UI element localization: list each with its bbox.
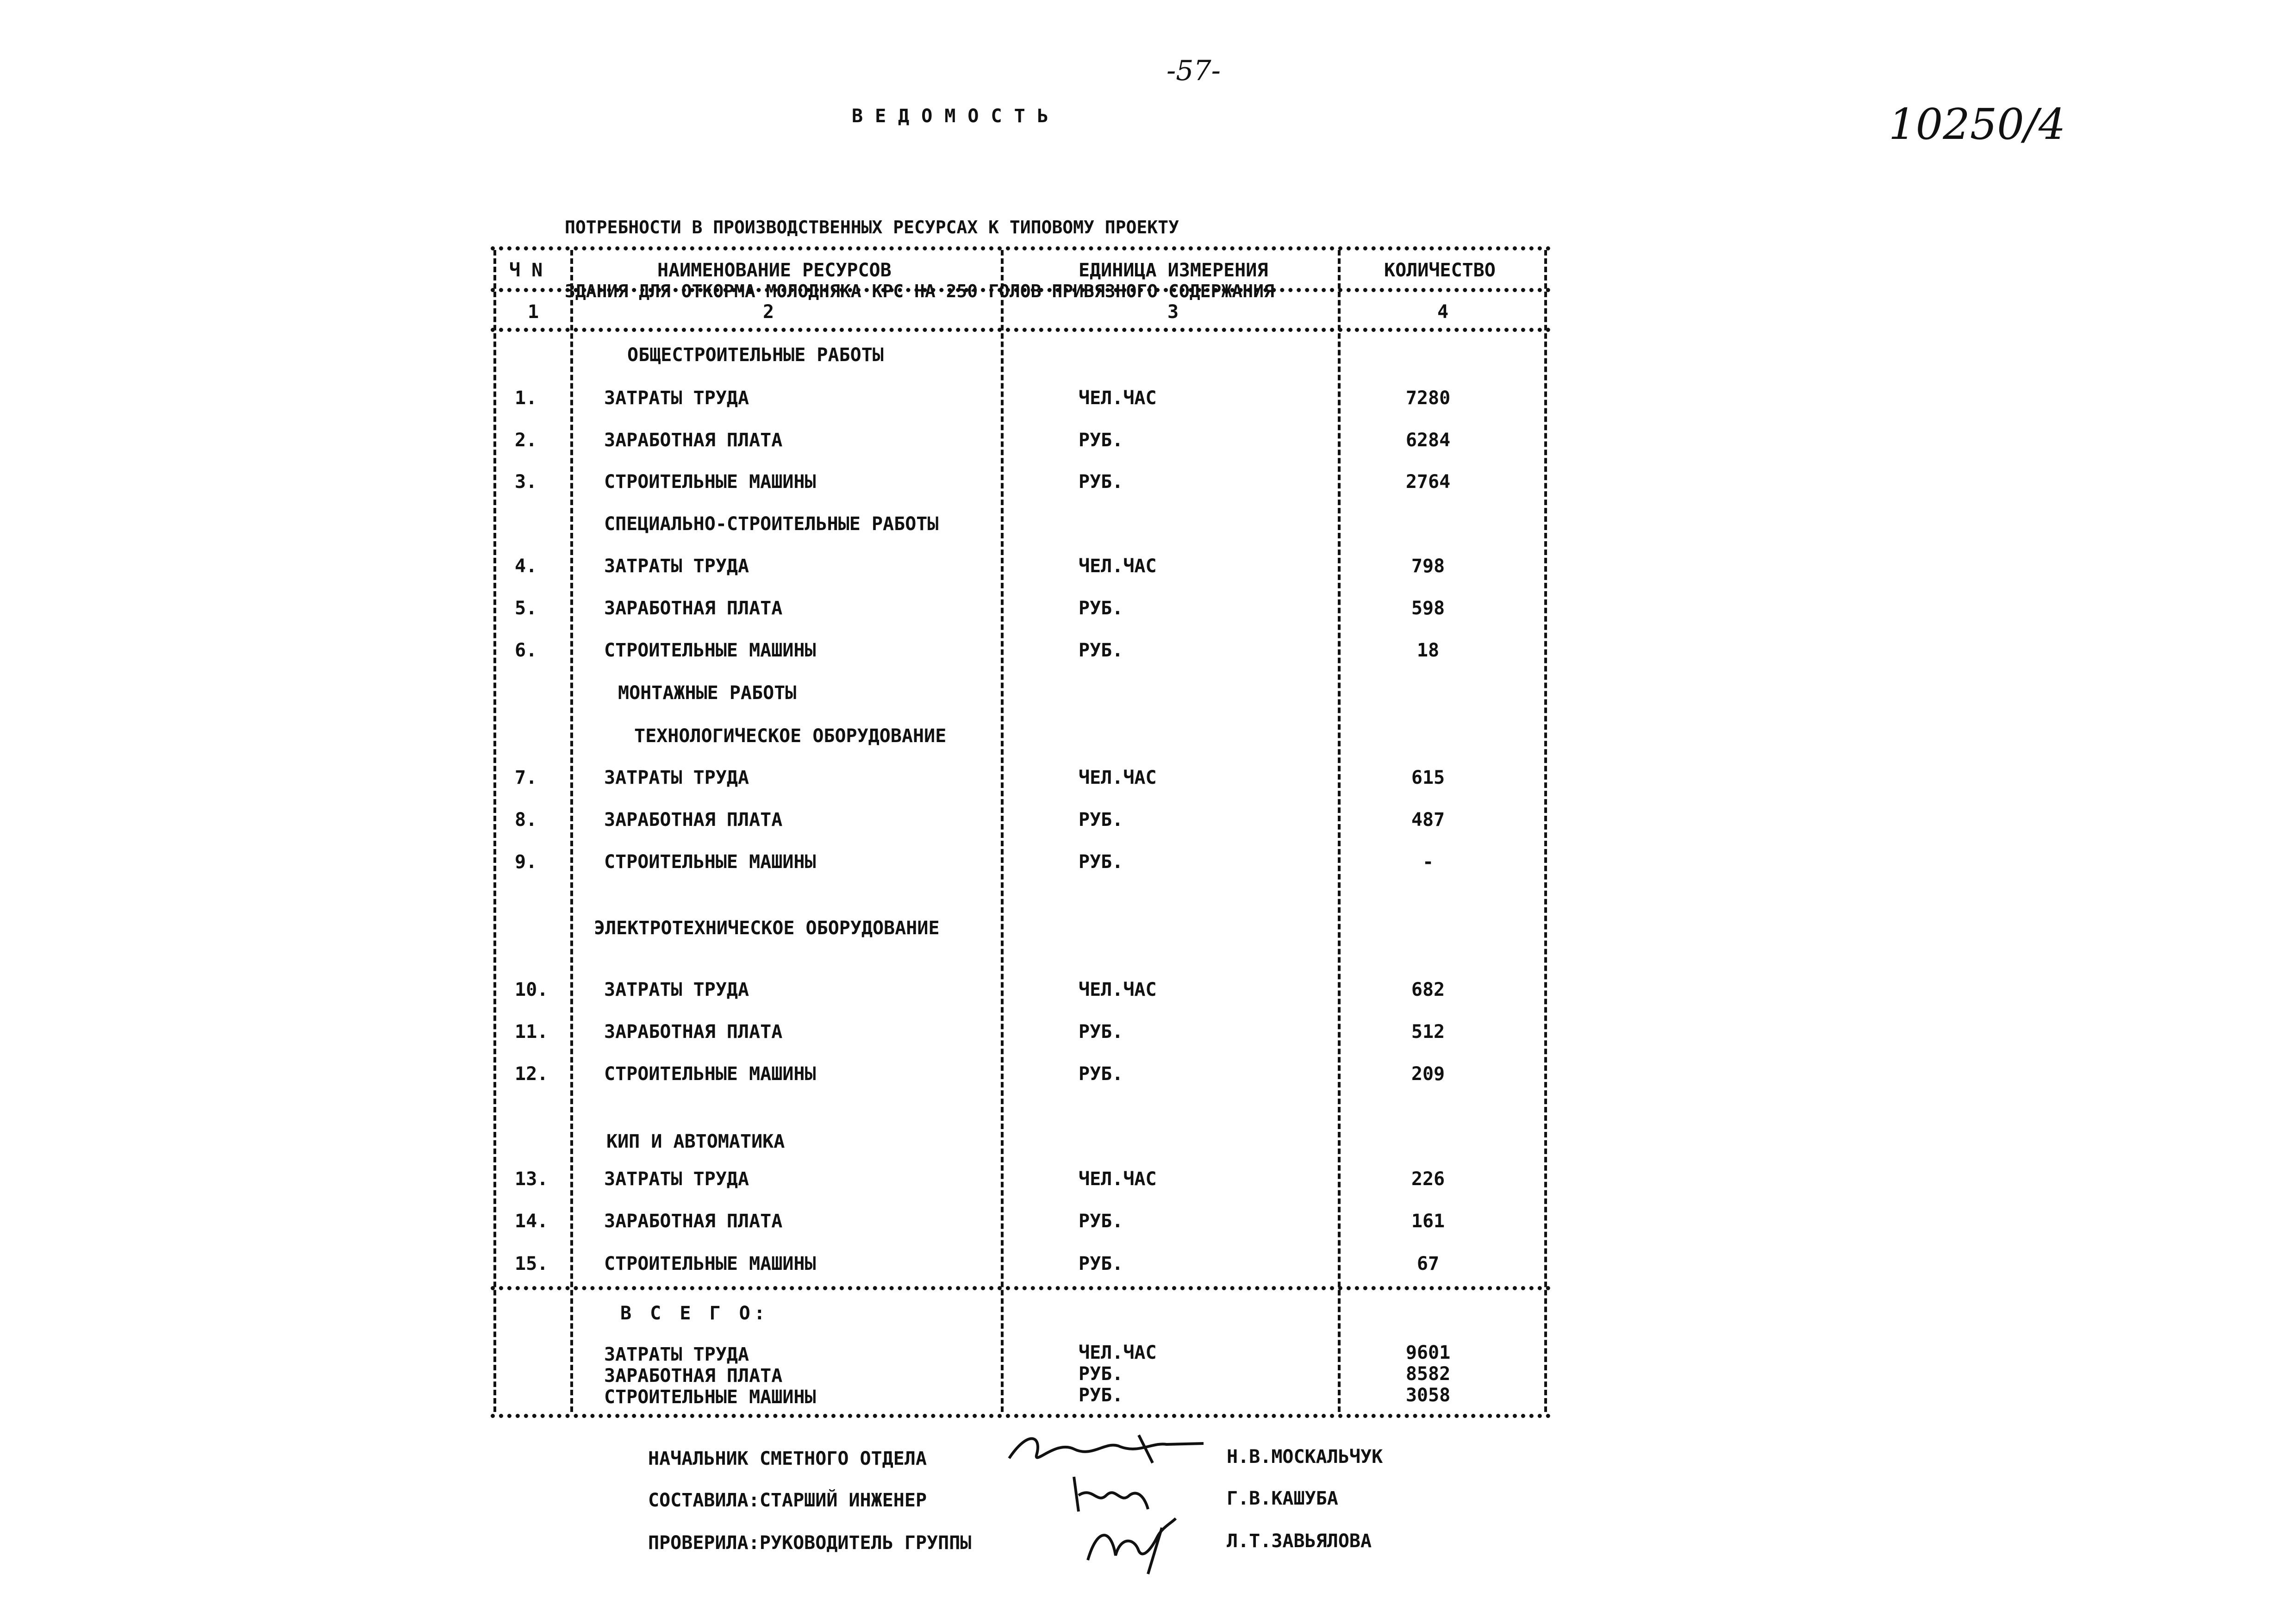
total-name: ЗАТРАТЫ ТРУДА	[604, 1344, 749, 1365]
row-number: 3.	[515, 471, 537, 493]
total-name: СТРОИТЕЛЬНЫЕ МАШИНЫ	[604, 1387, 816, 1408]
column-number-4: 4	[1437, 301, 1449, 323]
total-quantity: 3058	[1405, 1385, 1451, 1406]
unit: РУБ.	[1079, 1253, 1123, 1274]
subtitle-line-2: ЗДАНИЯ ДЛЯ ОТКОРМА МОЛОДНЯКА КРС НА 250 ГОЛОВ ПРИВЯЗНОГО СОДЕРЖАНИЯ	[565, 281, 1274, 301]
unit: РУБ.	[1079, 1021, 1123, 1043]
section-title: ЭЛЕКТРОТЕХНИЧЕСКОЕ ОБОРУДОВАНИЕ	[594, 918, 940, 939]
column-divider-3	[1338, 250, 1341, 1412]
signature-role: НАЧАЛЬНИК СМЕТНОГО ОТДЕЛА	[648, 1448, 927, 1469]
section-title: ОБЩЕСТРОИТЕЛЬНЫЕ РАБОТЫ	[627, 344, 884, 366]
resource-name: ЗАТРАТЫ ТРУДА	[604, 1168, 749, 1190]
page-number: -57-	[1167, 55, 1221, 87]
document-title: ВЕДОМОСТЬ	[852, 106, 1061, 127]
quantity: -	[1422, 851, 1434, 873]
header-num: Ч N	[509, 260, 543, 281]
quantity: 512	[1411, 1021, 1445, 1043]
column-number-3: 3	[1167, 301, 1179, 323]
header-qty: КОЛИЧЕСТВО	[1384, 260, 1496, 281]
table-border-left	[493, 250, 496, 1412]
quantity: 6284	[1405, 430, 1451, 451]
total-quantity: 8582	[1405, 1363, 1451, 1385]
table-top-rule	[491, 246, 1551, 250]
row-number: 13.	[515, 1168, 549, 1190]
total-unit: ЧЕЛ.ЧАС	[1079, 1342, 1157, 1363]
signature-role: СОСТАВИЛА:СТАРШИЙ ИНЖЕНЕР	[648, 1490, 927, 1511]
row-number: 10.	[515, 979, 549, 1000]
unit: РУБ.	[1079, 598, 1123, 619]
resource-name: СТРОИТЕЛЬНЫЕ МАШИНЫ	[604, 640, 816, 661]
row-number: 4.	[515, 556, 537, 577]
row-number: 7.	[515, 767, 537, 788]
document-id: 10250/4	[1889, 100, 2066, 149]
quantity: 615	[1411, 767, 1445, 788]
column-divider-1	[570, 250, 573, 1412]
row-number: 1.	[515, 387, 537, 409]
unit: РУБ.	[1079, 851, 1123, 873]
quantity: 226	[1411, 1168, 1445, 1190]
resource-name: ЗАРАБОТНАЯ ПЛАТА	[604, 598, 783, 619]
total-unit: РУБ.	[1079, 1385, 1123, 1406]
quantity: 2764	[1405, 471, 1451, 493]
column-number-2: 2	[763, 301, 774, 323]
unit: РУБ.	[1079, 809, 1123, 831]
total-name: ЗАРАБОТНАЯ ПЛАТА	[604, 1365, 783, 1387]
row-number: 15.	[515, 1253, 549, 1274]
section-title: СПЕЦИАЛЬНО-СТРОИТЕЛЬНЫЕ РАБОТЫ	[604, 513, 939, 535]
column-number-1: 1	[528, 301, 539, 323]
resource-name: ЗАРАБОТНАЯ ПЛАТА	[604, 1211, 783, 1232]
resource-name: ЗАРАБОТНАЯ ПЛАТА	[604, 809, 783, 831]
header-unit: ЕДИНИЦА ИЗМЕРЕНИЯ	[1079, 260, 1268, 281]
section-title: МОНТАЖНЫЕ РАБОТЫ	[618, 682, 797, 704]
quantity: 487	[1411, 809, 1445, 831]
subtitle-line-1: ПОТРЕБНОСТИ В ПРОИЗВОДСТВЕННЫХ РЕСУРСАХ К ТИПОВОМУ ПРОЕКТУ	[565, 217, 1179, 237]
quantity: 67	[1416, 1253, 1440, 1274]
section-title: ТЕХНОЛОГИЧЕСКОЕ ОБОРУДОВАНИЕ	[634, 725, 947, 747]
signature-name: Л.Т.ЗАВЬЯЛОВА	[1227, 1530, 1372, 1552]
signature-name: Г.В.КАШУБА	[1227, 1488, 1338, 1509]
resource-name: ЗАРАБОТНАЯ ПЛАТА	[604, 430, 783, 451]
header-rule	[491, 288, 1551, 292]
quantity: 161	[1411, 1211, 1445, 1232]
unit: РУБ.	[1079, 1063, 1123, 1085]
column-divider-2	[1001, 250, 1004, 1412]
row-number: 12.	[515, 1063, 549, 1085]
unit: ЧЕЛ.ЧАС	[1079, 979, 1157, 1000]
unit: РУБ.	[1079, 640, 1123, 661]
table-border-right	[1544, 250, 1547, 1412]
total-quantity: 9601	[1405, 1342, 1451, 1363]
row-number: 9.	[515, 851, 537, 873]
section-title: КИП И АВТОМАТИКА	[606, 1131, 785, 1152]
quantity: 209	[1411, 1063, 1445, 1085]
row-number: 5.	[515, 598, 537, 619]
unit: ЧЕЛ.ЧАС	[1079, 1168, 1157, 1190]
signature-role: ПРОВЕРИЛА:РУКОВОДИТЕЛЬ ГРУППЫ	[648, 1532, 972, 1554]
quantity: 598	[1411, 598, 1445, 619]
totals-rule	[491, 1286, 1551, 1290]
signature-name: Н.В.МОСКАЛЬЧУК	[1227, 1446, 1383, 1468]
resource-name: СТРОИТЕЛЬНЫЕ МАШИНЫ	[604, 851, 816, 873]
resource-name: ЗАТРАТЫ ТРУДА	[604, 767, 749, 788]
unit: РУБ.	[1079, 471, 1123, 493]
total-unit: РУБ.	[1079, 1363, 1123, 1385]
handwritten-signature	[1079, 1509, 1185, 1579]
unit: РУБ.	[1079, 1211, 1123, 1232]
row-number: 6.	[515, 640, 537, 661]
resource-name: ЗАТРАТЫ ТРУДА	[604, 556, 749, 577]
resource-name: СТРОИТЕЛЬНЫЕ МАШИНЫ	[604, 471, 816, 493]
row-number: 11.	[515, 1021, 549, 1043]
resource-name: ЗАТРАТЫ ТРУДА	[604, 387, 749, 409]
unit: ЧЕЛ.ЧАС	[1079, 387, 1157, 409]
resource-name: ЗАРАБОТНАЯ ПЛАТА	[604, 1021, 783, 1043]
quantity: 682	[1411, 979, 1445, 1000]
quantity: 18	[1416, 640, 1440, 661]
unit: ЧЕЛ.ЧАС	[1079, 556, 1157, 577]
totals-title: В С Е Г О:	[620, 1303, 769, 1324]
table-bottom-rule	[491, 1414, 1551, 1418]
unit: ЧЕЛ.ЧАС	[1079, 767, 1157, 788]
row-number: 2.	[515, 430, 537, 451]
quantity: 798	[1411, 556, 1445, 577]
resource-name: ЗАТРАТЫ ТРУДА	[604, 979, 749, 1000]
header-name: НАИМЕНОВАНИЕ РЕСУРСОВ	[657, 260, 892, 281]
column-number-rule	[491, 328, 1551, 332]
resource-name: СТРОИТЕЛЬНЫЕ МАШИНЫ	[604, 1253, 816, 1274]
row-number: 14.	[515, 1211, 549, 1232]
resource-name: СТРОИТЕЛЬНЫЕ МАШИНЫ	[604, 1063, 816, 1085]
row-number: 8.	[515, 809, 537, 831]
unit: РУБ.	[1079, 430, 1123, 451]
quantity: 7280	[1405, 387, 1451, 409]
